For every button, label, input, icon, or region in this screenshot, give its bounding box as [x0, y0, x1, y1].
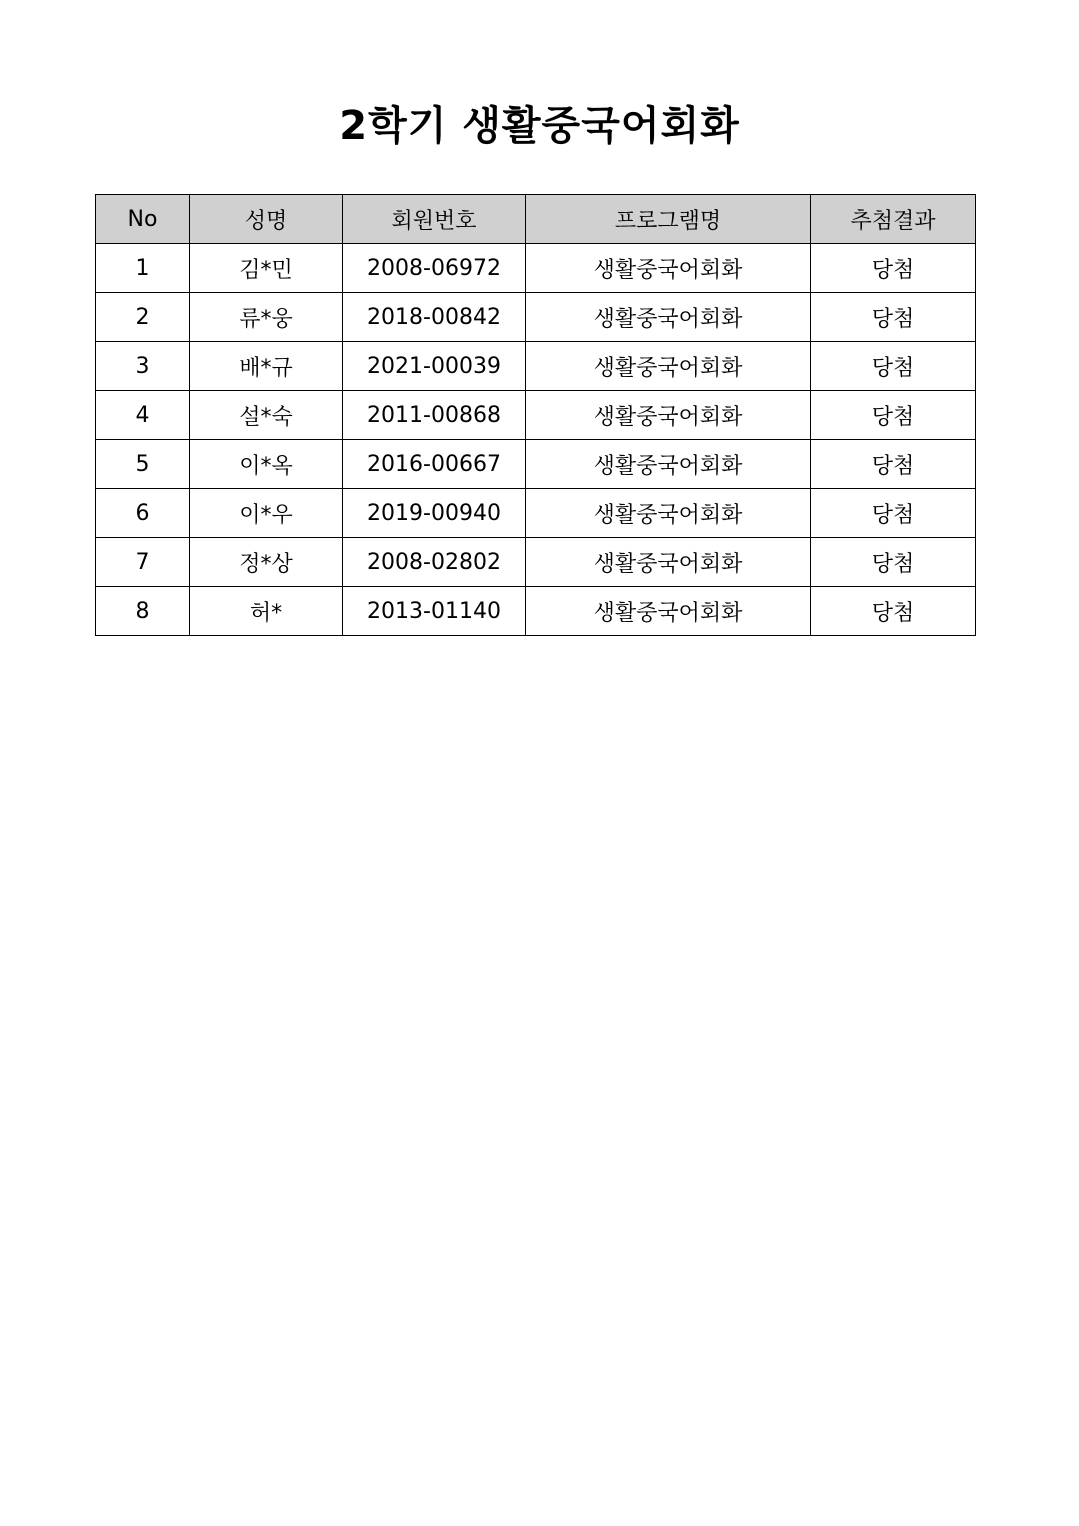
cell-name: 허* [190, 587, 343, 636]
table-row [96, 587, 976, 636]
cell-member-number: 2018-00842 [343, 293, 526, 342]
header-name: 성명 [190, 195, 343, 244]
table-row [96, 244, 976, 293]
cell-no: 4 [96, 391, 190, 440]
cell-program-name: 생활중국어회화 [526, 538, 811, 587]
table-row [96, 440, 976, 489]
cell-member-number: 2011-00868 [343, 391, 526, 440]
cell-no: 2 [96, 293, 190, 342]
header-draw-result: 추첨결과 [811, 195, 976, 244]
cell-member-number: 2013-01140 [343, 587, 526, 636]
table-row [96, 538, 976, 587]
cell-draw-result: 당첨 [811, 391, 976, 440]
table-header-row [96, 195, 976, 244]
cell-no: 5 [96, 440, 190, 489]
cell-member-number: 2008-06972 [343, 244, 526, 293]
table-row [96, 293, 976, 342]
cell-name: 배*규 [190, 342, 343, 391]
cell-no: 6 [96, 489, 190, 538]
cell-draw-result: 당첨 [811, 342, 976, 391]
cell-program-name: 생활중국어회화 [526, 587, 811, 636]
cell-member-number: 2019-00940 [343, 489, 526, 538]
cell-name: 이*옥 [190, 440, 343, 489]
table-row [96, 342, 976, 391]
table-row [96, 489, 976, 538]
cell-no: 7 [96, 538, 190, 587]
cell-program-name: 생활중국어회화 [526, 293, 811, 342]
table-row [96, 391, 976, 440]
cell-no: 8 [96, 587, 190, 636]
cell-draw-result: 당첨 [811, 244, 976, 293]
header-no: No [96, 195, 190, 244]
cell-no: 1 [96, 244, 190, 293]
cell-program-name: 생활중국어회화 [526, 342, 811, 391]
results-table [95, 194, 976, 636]
cell-program-name: 생활중국어회화 [526, 440, 811, 489]
cell-draw-result: 당첨 [811, 489, 976, 538]
cell-name: 이*우 [190, 489, 343, 538]
cell-program-name: 생활중국어회화 [526, 489, 811, 538]
cell-name: 류*웅 [190, 293, 343, 342]
cell-name: 김*민 [190, 244, 343, 293]
cell-member-number: 2021-00039 [343, 342, 526, 391]
page-title: 2학기 생활중국어회화 [339, 103, 740, 149]
cell-no: 3 [96, 342, 190, 391]
cell-name: 정*상 [190, 538, 343, 587]
cell-draw-result: 당첨 [811, 538, 976, 587]
cell-program-name: 생활중국어회화 [526, 391, 811, 440]
cell-member-number: 2008-02802 [343, 538, 526, 587]
cell-draw-result: 당첨 [811, 293, 976, 342]
header-member-number: 회원번호 [343, 195, 526, 244]
cell-program-name: 생활중국어회화 [526, 244, 811, 293]
cell-member-number: 2016-00667 [343, 440, 526, 489]
cell-draw-result: 당첨 [811, 587, 976, 636]
cell-draw-result: 당첨 [811, 440, 976, 489]
header-program-name: 프로그램명 [526, 195, 811, 244]
cell-name: 설*숙 [190, 391, 343, 440]
